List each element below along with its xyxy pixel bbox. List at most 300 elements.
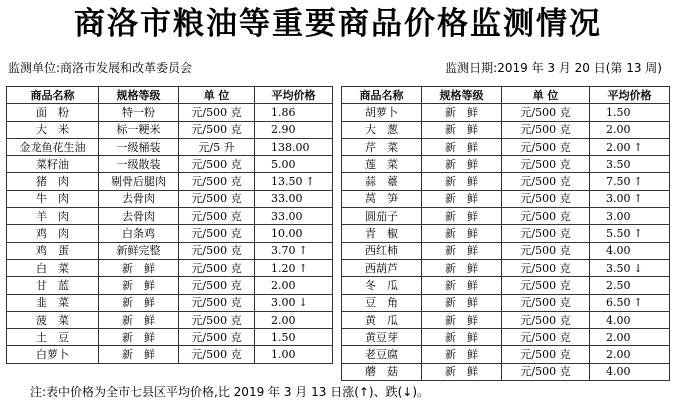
- unit-cell: [179, 225, 255, 242]
- commodity-name: [7, 294, 99, 311]
- commodity-name: [7, 329, 99, 346]
- commodity-name-text: 菜籽油: [36, 157, 69, 171]
- commodity-name: [342, 294, 422, 311]
- grade-cell-text: 新 鲜: [445, 157, 478, 171]
- unit-cell: [179, 173, 255, 190]
- unit-cell: [502, 121, 590, 138]
- price-cell: [255, 173, 333, 190]
- unit-cell: [502, 173, 590, 190]
- grade-cell-text: 新 鲜: [445, 192, 478, 206]
- price-cell-text: 2.90: [271, 123, 296, 137]
- unit-cell-text: 元/500 克: [191, 227, 242, 241]
- price-cell-text: 4.00: [606, 313, 631, 327]
- commodity-name: [342, 277, 422, 294]
- grade-cell: [99, 311, 179, 328]
- price-up-arrow: ↑: [298, 261, 308, 275]
- price-cell-text: 3.50: [606, 157, 631, 171]
- grade-cell: [99, 138, 179, 155]
- header-unit: 单 位: [179, 87, 255, 104]
- price-cell: [590, 225, 670, 242]
- unit-cell: [179, 294, 255, 311]
- commodity-name-text: 老豆腐: [365, 348, 398, 362]
- commodity-name: [342, 104, 422, 121]
- price-cell-text: 33.00: [271, 209, 303, 223]
- price-cell-text: 138.00: [271, 140, 310, 154]
- price-cell: [255, 277, 333, 294]
- unit-cell: [502, 208, 590, 225]
- price-cell: [590, 104, 670, 121]
- commodity-name-text: 蒜 薹: [365, 175, 398, 189]
- table-row: [7, 277, 333, 294]
- unit-cell: [179, 259, 255, 276]
- price-cell-text: 4.00: [606, 244, 631, 258]
- commodity-name: [342, 156, 422, 173]
- price-cell: [590, 363, 670, 380]
- unit-cell-text: 元/500 克: [191, 296, 242, 310]
- unit-cell-text: 元/500 克: [191, 261, 242, 275]
- unit-cell: [502, 294, 590, 311]
- monitoring-date: 监测日期:2019 年 3 月 20 日(第 13 周): [445, 61, 662, 75]
- table-row: [342, 259, 670, 276]
- grade-cell: [422, 311, 502, 328]
- grade-cell: [99, 173, 179, 190]
- unit-cell: [502, 329, 590, 346]
- table-header-row: [342, 87, 670, 104]
- table-row: [7, 121, 333, 138]
- grade-cell: [422, 346, 502, 363]
- unit-cell: [502, 346, 590, 363]
- price-cell-text: 3.70: [271, 244, 296, 258]
- price-cell-text: 1.20: [271, 261, 296, 275]
- grade-cell-text: 新 鲜: [445, 105, 478, 119]
- price-cell-text: 3.00: [271, 296, 296, 310]
- table-header-row: [7, 87, 333, 104]
- commodity-name-text: 青 椒: [365, 227, 398, 241]
- price-cell: [590, 242, 670, 259]
- price-cell: [255, 311, 333, 328]
- grade-cell: [422, 294, 502, 311]
- grade-cell-text: 白条鸡: [122, 227, 155, 241]
- unit-cell-text: 元/500 克: [520, 105, 571, 119]
- commodity-name-text: 甘 蓝: [36, 278, 69, 292]
- commodity-name-text: 白萝卜: [36, 348, 69, 362]
- unit-cell-text: 元/500 克: [191, 244, 242, 258]
- unit-cell: [502, 259, 590, 276]
- table-row: [7, 208, 333, 225]
- commodity-name: [342, 208, 422, 225]
- unit-cell: [179, 346, 255, 363]
- price-cell: [255, 138, 333, 155]
- footnote: 注:表中价格为全市七县区平均价格,比 2019 年 3 月 13 日涨(↑)、跌(↓)。: [30, 385, 430, 399]
- price-up-arrow: ↑: [298, 244, 308, 258]
- commodity-name-text: 大 米: [36, 123, 69, 137]
- commodity-name: [7, 259, 99, 276]
- table-row: [342, 294, 670, 311]
- price-cell: [255, 121, 333, 138]
- commodity-name: [342, 346, 422, 363]
- grade-cell-text: 新 鲜: [122, 296, 155, 310]
- commodity-name: [342, 173, 422, 190]
- grade-cell-text: 新 鲜: [445, 278, 478, 292]
- grade-cell-text: 去骨肉: [122, 209, 155, 223]
- unit-cell-text: 元/500 克: [191, 175, 242, 189]
- grade-cell-text: 新 鲜: [445, 244, 478, 258]
- price-cell: [590, 190, 670, 207]
- table-row: [342, 329, 670, 346]
- price-cell-text: 2.00: [606, 348, 631, 362]
- price-cell-text: 2.00: [606, 140, 631, 154]
- price-down-arrow: ↓: [633, 261, 643, 275]
- unit-cell-text: 元/500 克: [191, 348, 242, 362]
- commodity-name: [7, 121, 99, 138]
- price-up-arrow: ↑: [633, 140, 643, 154]
- unit-cell: [179, 311, 255, 328]
- table-row: [7, 242, 333, 259]
- commodity-name-text: 金龙鱼花生油: [19, 140, 86, 154]
- unit-cell-text: 元/500 克: [520, 157, 571, 171]
- unit-cell: [179, 156, 255, 173]
- commodity-name-text: 圆茄子: [365, 209, 398, 223]
- header-grade: 规格等级: [99, 87, 179, 104]
- table-row: [342, 104, 670, 121]
- grade-cell: [99, 242, 179, 259]
- price-cell-text: 6.50: [606, 296, 631, 310]
- unit-cell-text: 元/5 升: [198, 140, 235, 154]
- grade-cell-text: 剔骨后腿肉: [111, 175, 166, 189]
- commodity-name-text: 鸡 蛋: [36, 244, 69, 258]
- grade-cell: [422, 190, 502, 207]
- grade-cell-text: 新 鲜: [122, 330, 155, 344]
- grade-cell: [99, 190, 179, 207]
- price-cell-text: 3.00: [606, 192, 631, 206]
- price-cell-text: 1.50: [606, 105, 631, 119]
- grade-cell-text: 新 鲜: [445, 330, 478, 344]
- header-unit: 单 位: [502, 87, 590, 104]
- grade-cell-text: 新 鲜: [445, 209, 478, 223]
- price-cell: [255, 242, 333, 259]
- unit-cell-text: 元/500 克: [520, 244, 571, 258]
- commodity-name: [342, 138, 422, 155]
- commodity-name: [342, 363, 422, 380]
- grade-cell-text: 特一粉: [122, 105, 155, 119]
- header-name: 商品名称: [7, 87, 99, 104]
- price-cell: [590, 138, 670, 155]
- price-up-arrow: ↑: [633, 175, 643, 189]
- grade-cell-text: 新 鲜: [445, 123, 478, 137]
- grade-cell: [99, 104, 179, 121]
- grade-cell: [99, 156, 179, 173]
- table-row: [342, 311, 670, 328]
- unit-cell-text: 元/500 克: [520, 365, 571, 379]
- grade-cell-text: 新 鲜: [445, 227, 478, 241]
- unit-cell: [502, 363, 590, 380]
- table-row: [7, 156, 333, 173]
- grade-cell-text: 标一粳米: [116, 123, 161, 137]
- price-cell-text: 1.50: [271, 330, 296, 344]
- unit-cell: [502, 277, 590, 294]
- table-row: [342, 346, 670, 363]
- grade-cell-text: 新 鲜: [122, 348, 155, 362]
- price-cell-text: 2.00: [271, 313, 296, 327]
- unit-cell: [179, 121, 255, 138]
- table-row: [7, 104, 333, 121]
- price-cell-text: 5.00: [271, 157, 296, 171]
- price-cell: [255, 294, 333, 311]
- commodity-name-text: 蘑 菇: [365, 365, 398, 379]
- commodity-name: [7, 208, 99, 225]
- grade-cell-text: 新 鲜: [445, 140, 478, 154]
- price-cell-text: 2.00: [606, 330, 631, 344]
- table-row: [7, 173, 333, 190]
- grade-cell: [422, 242, 502, 259]
- unit-cell-text: 元/500 克: [520, 175, 571, 189]
- grade-cell-text: 新 鲜: [122, 278, 155, 292]
- unit-cell-text: 元/500 克: [191, 278, 242, 292]
- commodity-name: [7, 277, 99, 294]
- price-cell-text: 13.50: [271, 175, 303, 189]
- commodity-name: [342, 311, 422, 328]
- table-row: [342, 190, 670, 207]
- header-price: 平均价格: [590, 87, 670, 104]
- commodity-name-text: 面 粉: [36, 105, 69, 119]
- header-name: 商品名称: [342, 87, 422, 104]
- table-row: [7, 311, 333, 328]
- unit-cell-text: 元/500 克: [191, 157, 242, 171]
- unit-cell: [179, 242, 255, 259]
- commodity-name: [342, 259, 422, 276]
- commodity-name-text: 土 豆: [36, 330, 69, 344]
- commodity-name-text: 鸡 肉: [36, 227, 69, 241]
- header-price: 平均价格: [255, 87, 333, 104]
- grade-cell: [99, 259, 179, 276]
- price-cell: [255, 329, 333, 346]
- grade-cell-text: 新鲜完整: [116, 244, 161, 258]
- commodity-name-text: 猪 肉: [36, 175, 69, 189]
- grade-cell-text: 新 鲜: [445, 365, 478, 379]
- table-row: [7, 138, 333, 155]
- table-row: [342, 121, 670, 138]
- unit-cell-text: 元/500 克: [520, 123, 571, 137]
- unit-cell-text: 元/500 克: [520, 330, 571, 344]
- table-row: [7, 259, 333, 276]
- commodity-name-text: 菠 菜: [36, 313, 69, 327]
- unit-cell-text: 元/500 克: [191, 192, 242, 206]
- unit-cell: [502, 242, 590, 259]
- commodity-name: [7, 346, 99, 363]
- page-title: 商洛市粮油等重要商品价格监测情况: [74, 6, 602, 42]
- commodity-name-text: 西红柿: [365, 244, 398, 258]
- unit-cell-text: 元/500 克: [520, 209, 571, 223]
- grade-cell: [422, 138, 502, 155]
- grade-cell: [99, 208, 179, 225]
- unit-cell-text: 元/500 克: [191, 330, 242, 344]
- price-cell-text: 3.50: [606, 261, 631, 275]
- price-cell: [590, 121, 670, 138]
- commodity-name: [7, 173, 99, 190]
- price-cell: [255, 208, 333, 225]
- unit-cell: [179, 190, 255, 207]
- unit-cell: [179, 138, 255, 155]
- table-row: [7, 346, 333, 363]
- commodity-name: [342, 121, 422, 138]
- price-cell-text: 10.00: [271, 227, 303, 241]
- price-cell-text: 2.50: [606, 278, 631, 292]
- commodity-name-text: 莲 菜: [365, 157, 398, 171]
- commodity-name: [342, 225, 422, 242]
- price-cell-text: 5.50: [606, 227, 631, 241]
- unit-cell-text: 元/500 克: [520, 296, 571, 310]
- commodity-name-text: 豆 角: [365, 296, 398, 310]
- grade-cell: [99, 346, 179, 363]
- commodity-name: [7, 190, 99, 207]
- price-up-arrow: ↑: [633, 227, 643, 241]
- price-cell-text: 33.00: [271, 192, 303, 206]
- unit-cell-text: 元/500 克: [520, 140, 571, 154]
- table-row: [7, 225, 333, 242]
- grade-cell-text: 新 鲜: [122, 261, 155, 275]
- price-cell: [255, 259, 333, 276]
- commodity-name: [7, 311, 99, 328]
- table-row: [342, 363, 670, 380]
- unit-cell: [502, 138, 590, 155]
- unit-cell-text: 元/500 克: [520, 192, 571, 206]
- commodity-name-text: 莴 笋: [365, 192, 398, 206]
- table-row: [342, 138, 670, 155]
- grade-cell: [99, 121, 179, 138]
- commodity-name-text: 黄豆芽: [365, 330, 398, 344]
- grade-cell: [422, 225, 502, 242]
- price-up-arrow: ↑: [633, 296, 643, 310]
- table-row: [7, 294, 333, 311]
- price-cell-text: 1.00: [271, 348, 296, 362]
- unit-cell-text: 元/500 克: [191, 313, 242, 327]
- unit-cell: [502, 311, 590, 328]
- grade-cell: [99, 277, 179, 294]
- unit-cell: [502, 225, 590, 242]
- price-up-arrow: ↑: [633, 192, 643, 206]
- commodity-name: [7, 156, 99, 173]
- grade-cell: [422, 121, 502, 138]
- table-row: [342, 242, 670, 259]
- grade-cell: [422, 277, 502, 294]
- price-cell: [590, 277, 670, 294]
- header-grade: 规格等级: [422, 87, 502, 104]
- price-cell: [590, 156, 670, 173]
- grade-cell-text: 新 鲜: [445, 348, 478, 362]
- commodity-name-text: 胡萝卜: [365, 105, 398, 119]
- unit-cell: [179, 277, 255, 294]
- price-cell: [255, 104, 333, 121]
- price-table-left: [6, 86, 333, 364]
- price-cell: [255, 225, 333, 242]
- unit-cell: [502, 156, 590, 173]
- price-cell: [590, 208, 670, 225]
- grade-cell: [422, 329, 502, 346]
- price-cell: [590, 173, 670, 190]
- grade-cell-text: 一级散装: [116, 157, 161, 171]
- grade-cell: [99, 294, 179, 311]
- commodity-name: [7, 242, 99, 259]
- grade-cell: [99, 329, 179, 346]
- commodity-name-text: 黄 瓜: [365, 313, 398, 327]
- price-cell-text: 4.00: [606, 365, 631, 379]
- grade-cell: [422, 104, 502, 121]
- monitoring-unit: 监测单位:商洛市发展和改革委员会: [8, 61, 193, 75]
- unit-cell-text: 元/500 克: [520, 261, 571, 275]
- price-cell-text: 7.50: [606, 175, 631, 189]
- grade-cell: [99, 225, 179, 242]
- unit-cell: [179, 329, 255, 346]
- unit-cell: [502, 104, 590, 121]
- grade-cell-text: 一级桶装: [116, 140, 161, 154]
- price-cell: [590, 294, 670, 311]
- grade-cell-text: 去骨肉: [122, 192, 155, 206]
- grade-cell: [422, 259, 502, 276]
- commodity-name: [342, 190, 422, 207]
- price-cell-text: 3.00: [606, 209, 631, 223]
- commodity-name-text: 冬 瓜: [365, 278, 398, 292]
- table-row: [342, 277, 670, 294]
- commodity-name-text: 芹 菜: [365, 140, 398, 154]
- unit-cell-text: 元/500 克: [520, 313, 571, 327]
- grade-cell: [422, 363, 502, 380]
- table-row: [342, 173, 670, 190]
- commodity-name: [7, 104, 99, 121]
- price-cell: [590, 346, 670, 363]
- unit-cell: [179, 208, 255, 225]
- price-cell-text: 1.86: [271, 105, 296, 119]
- unit-cell-text: 元/500 克: [191, 209, 242, 223]
- unit-cell-text: 元/500 克: [520, 278, 571, 292]
- price-table-right: [341, 86, 670, 381]
- unit-cell-text: 元/500 克: [191, 105, 242, 119]
- price-cell: [255, 190, 333, 207]
- price-cell-text: 2.00: [606, 123, 631, 137]
- grade-cell-text: 新 鲜: [445, 261, 478, 275]
- grade-cell: [422, 173, 502, 190]
- commodity-name-text: 大 葱: [365, 123, 398, 137]
- price-cell: [255, 156, 333, 173]
- commodity-name: [342, 242, 422, 259]
- price-cell: [255, 346, 333, 363]
- unit-cell-text: 元/500 克: [520, 227, 571, 241]
- price-down-arrow: ↓: [298, 296, 308, 310]
- unit-cell-text: 元/500 克: [191, 123, 242, 137]
- commodity-name-text: 西葫芦: [365, 261, 398, 275]
- grade-cell-text: 新 鲜: [445, 175, 478, 189]
- table-row: [7, 329, 333, 346]
- commodity-name: [342, 329, 422, 346]
- grade-cell-text: 新 鲜: [445, 313, 478, 327]
- grade-cell: [422, 156, 502, 173]
- price-cell-text: 2.00: [271, 278, 296, 292]
- commodity-name-text: 羊 肉: [36, 209, 69, 223]
- table-row: [342, 208, 670, 225]
- grade-cell-text: 新 鲜: [122, 313, 155, 327]
- commodity-name: [7, 225, 99, 242]
- commodity-name-text: 白 菜: [36, 261, 69, 275]
- table-row: [342, 156, 670, 173]
- table-row: [7, 190, 333, 207]
- grade-cell-text: 新 鲜: [445, 296, 478, 310]
- unit-cell-text: 元/500 克: [520, 348, 571, 362]
- commodity-name: [7, 138, 99, 155]
- commodity-name-text: 韭 菜: [36, 296, 69, 310]
- commodity-name-text: 牛 肉: [36, 192, 69, 206]
- price-up-arrow: ↑: [305, 175, 315, 189]
- unit-cell: [179, 104, 255, 121]
- price-cell: [590, 259, 670, 276]
